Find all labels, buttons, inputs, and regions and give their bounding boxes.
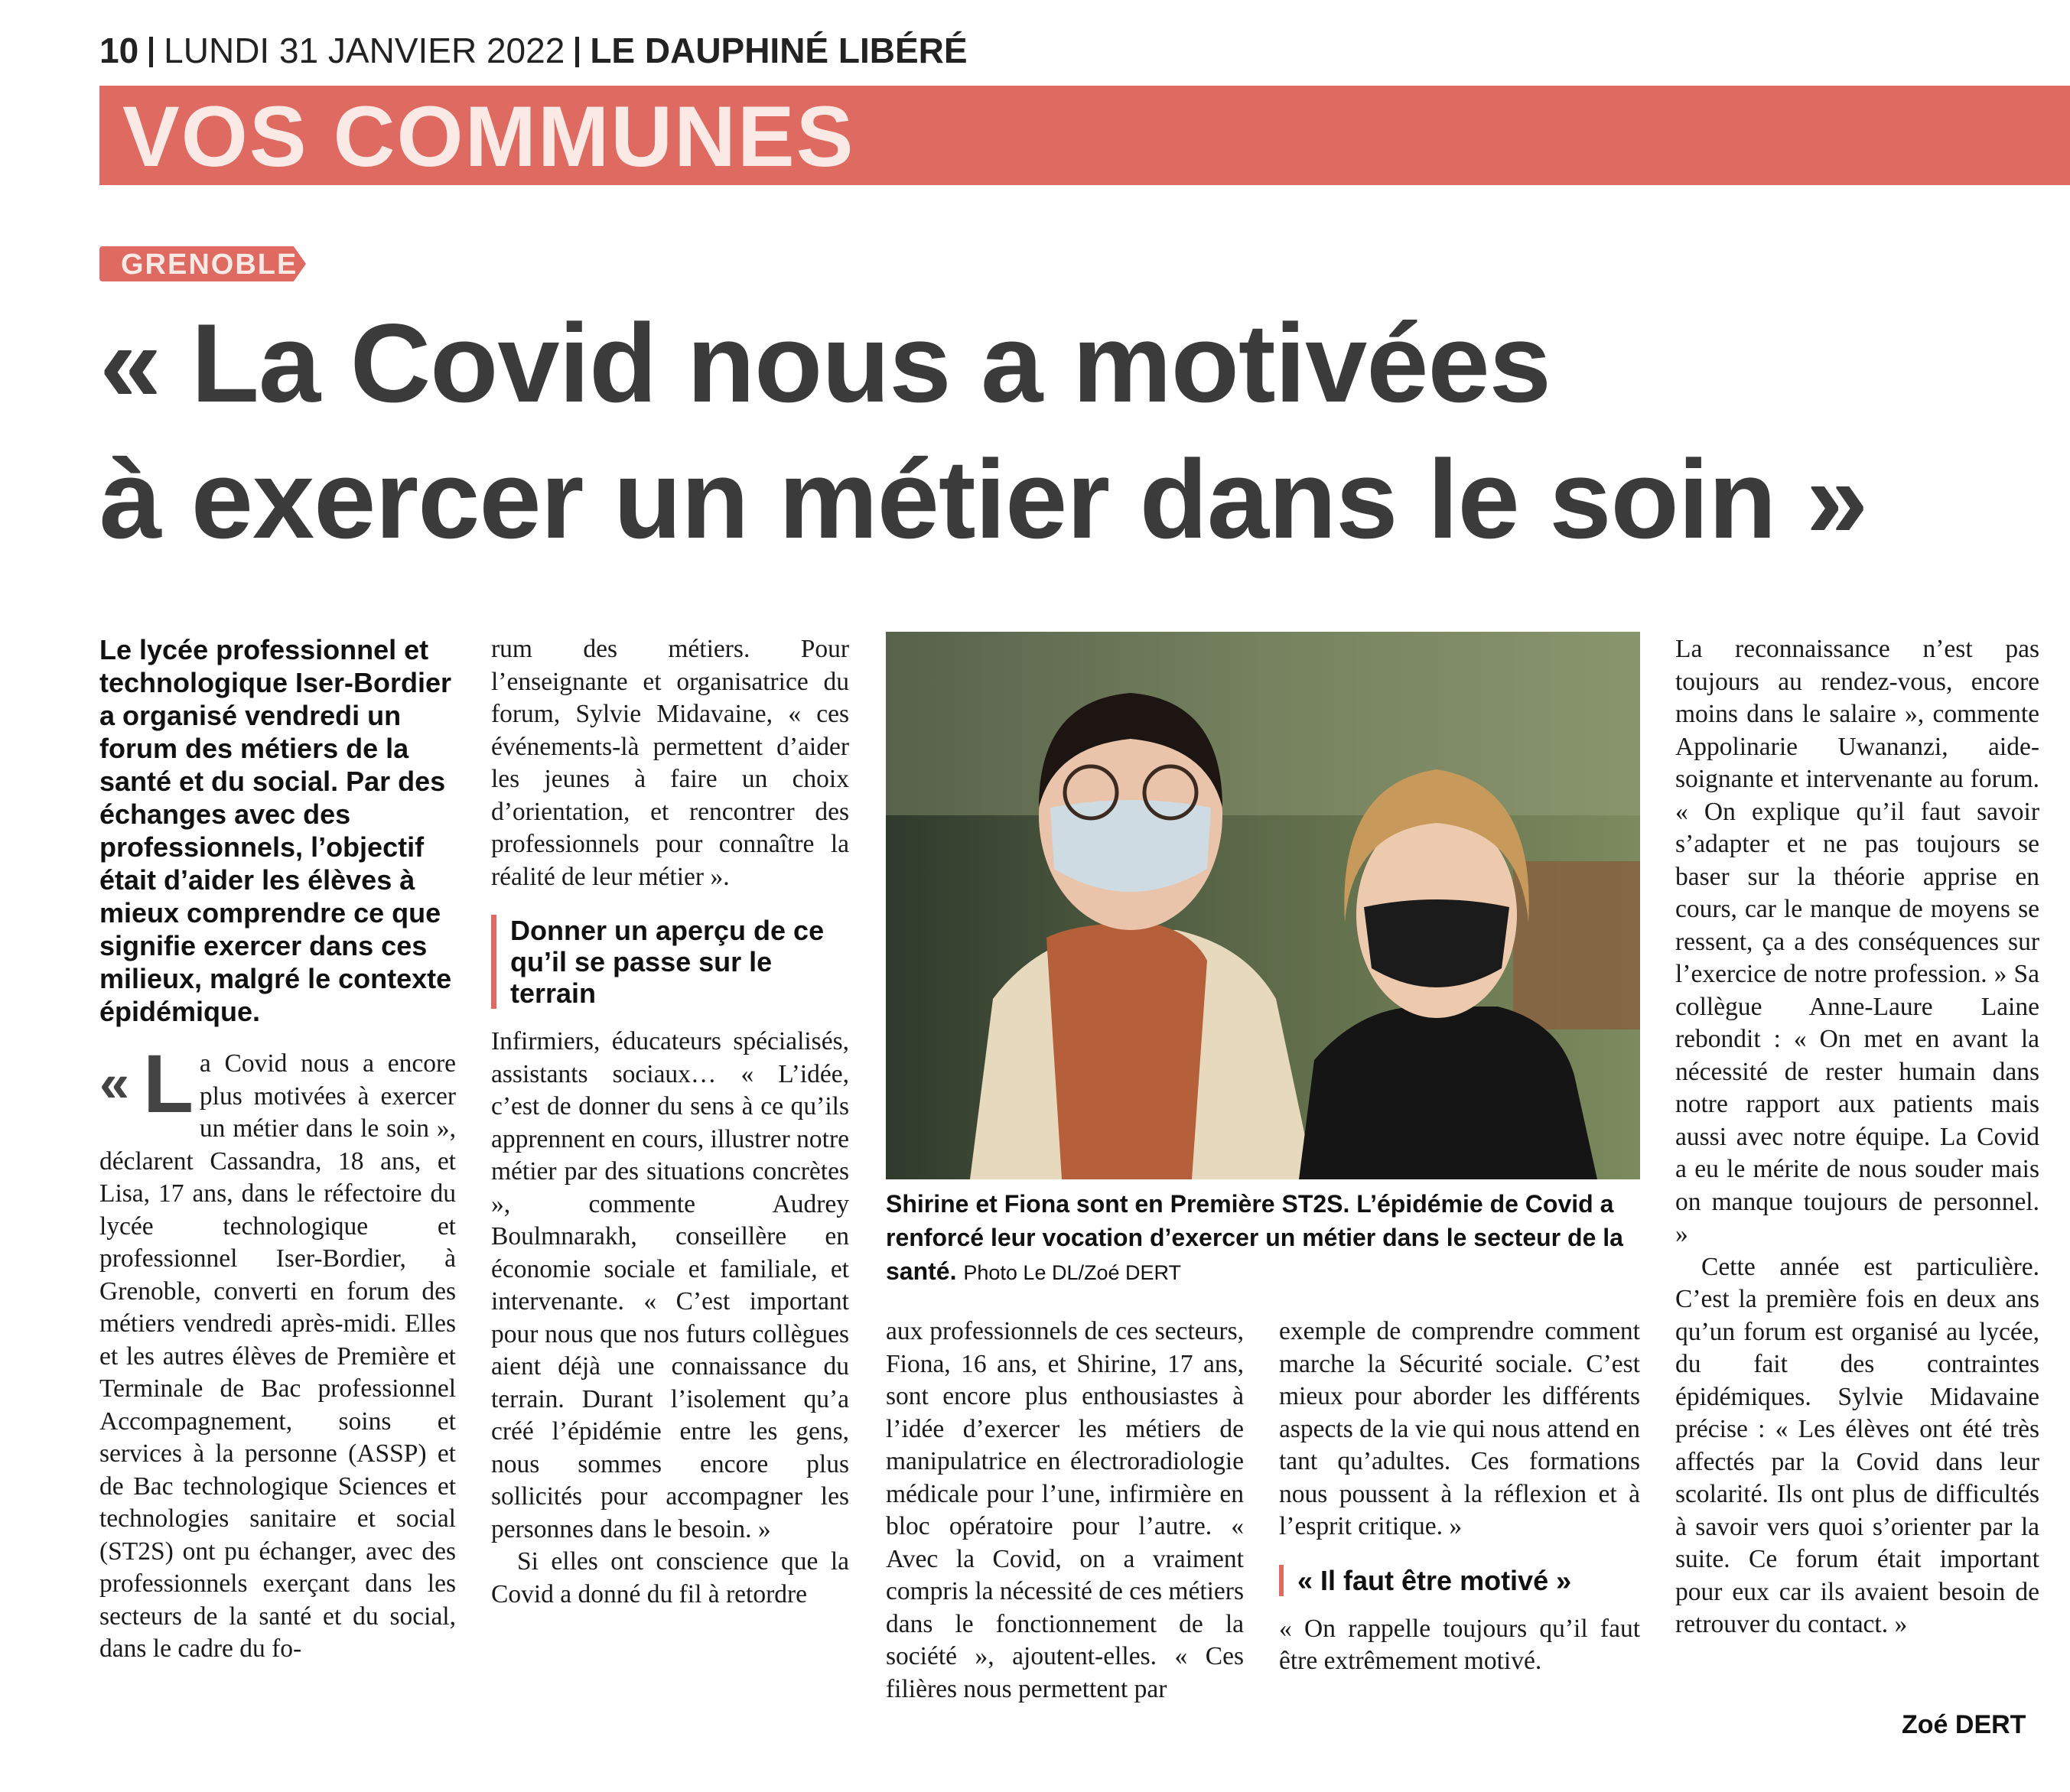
article-paragraph: Si elles ont conscience que la Covid a donné du fil à retordre bbox=[491, 1547, 849, 1608]
folio-separator bbox=[575, 37, 579, 67]
page-number: 10 bbox=[99, 31, 139, 70]
article-paragraph: rum des métiers. Pour l’enseignante et organisatrice du forum, Sylvie Midavaine, « ces événements-là permettent d’aider les jeunes à faire un choix d’orientation, et rencontrer des professionnels pour connaître la réalité de leur métier ». bbox=[491, 635, 849, 891]
location-tag-label: GRENOBLE bbox=[121, 249, 298, 281]
article-photo bbox=[886, 632, 1640, 1179]
headline-line-2: à exercer un métier dans le soin » bbox=[99, 437, 1868, 561]
photo-caption bbox=[886, 1187, 1640, 1290]
article-column-5 bbox=[1675, 633, 2039, 1641]
article-column-4 bbox=[1279, 1316, 1640, 1678]
headline bbox=[99, 295, 2058, 568]
drop-cap: « L bbox=[99, 1037, 194, 1130]
photo-credit: Photo Le DL/Zoé DERT bbox=[963, 1261, 1182, 1284]
article-paragraph: « On rappelle toujours qu’il faut être extrêmement motivé. bbox=[1279, 1614, 1640, 1675]
folio-line bbox=[99, 29, 968, 72]
article-column-2 bbox=[491, 633, 849, 1611]
article-paragraph: aux professionnels de ces secteurs, Fiona, 16 ans, et Shirine, 17 ans, sont encore plus enthousiastes à l’idée d’exercer les métiers de manipulatrice en électroradiologie médicale pour l’une, infirmière en bloc opératoire pour l’autre. « Avec la Covid, on a vraiment compris la nécessité de ces métiers dans le fonctionnement de la société », ajoutent-elles. « Ces filières nous permettent par bbox=[886, 1317, 1244, 1703]
article-paragraph: Infirmiers, éducateurs spécialisés, assistants sociaux… « L’idée, c’est de donner du sens à ce qu’ils apprennent en cours, illustrer notre métier par des situations concrètes », commente Audrey Boulmnarakh, conseillère en économie sociale et familiale, et intervenante. « C’est important pour nous que nos futurs collègues aient déjà une connaissance du terrain. Durant l’isolement qu’a créé l’épidémie entre les gens, nous sommes encore plus sollicités pour accompagner les personnes dans le besoin. » bbox=[491, 1027, 849, 1543]
article-paragraph: La reconnaissance n’est pas toujours au rendez-vous, encore moins dans le salaire », commente Appolinarie Uwananzi, aide-soignante et intervenante au forum. « On explique qu’il faut savoir s’adapter et ne pas toujours se baser sur la théorie apprise en cours, car le manque de moyens se ressent, ça a des conséquences sur l’exercice de notre profession. » Sa collègue Anne-Laure Laine rebondit : « On met en avant la nécessité de rester humain dans notre rapport aux patients mais aussi avec notre équipe. La Covid a eu le mérite de nous souder mais on manque toujours de personnel. » bbox=[1675, 635, 2039, 1248]
article-column-1 bbox=[99, 633, 456, 1666]
article-column-3 bbox=[886, 1316, 1244, 1706]
article-paragraph: « L a Covid nous a encore plus motivées à exercer un métier dans le soin », déclarent Cassandra, 18 ans, et Lisa, 17 ans, dans le réfectoire du lycée technologique et professionnel Iser-Bordier, à Grenoble, converti en forum des métiers vendredi après-midi. Elles et les autres élèves de Première et Terminale de Bac professionnel Accompagnement, soins et services à la personne (ASSP) et de Bac technologique Sciences et technologies sanitaire et social (ST2S) ont pu échanger, avec des professionnels exerçant dans les secteurs de la santé et du social, dans le cadre du fo- bbox=[99, 1037, 456, 1663]
subhead-motive: « Il faut être motivé » bbox=[1279, 1565, 1640, 1596]
article-paragraph: Cette année est particulière. C’est la première fois en deux ans qu’un forum est organisé au lycée, du fait des contraintes épidémiques. Sylvie Midavaine précise : « Les élèves ont été très affectés par la Covid dans leur scolarité. Ils ont plus de difficultés à savoir vers quoi s’orienter par la suite. Ce forum était important pour eux car ils avaient besoin de retrouver du contact. » bbox=[1675, 1252, 2039, 1638]
article-paragraph: exemple de comprendre comment marche la Sécurité sociale. C’est mieux pour aborder les différents aspects de la vie qui nous attend en tant qu’adultes. Ces formations nous poussent à la réflexion et à l’esprit critique. » bbox=[1279, 1317, 1640, 1540]
caption-text: Shirine et Fiona sont en Première ST2S. L’épidémie de Covid a renforcé leur vocation d’exercer un métier dans le secteur de la santé. bbox=[886, 1190, 1623, 1285]
issue-date: LUNDI 31 JANVIER 2022 bbox=[164, 31, 565, 70]
author-signature: Zoé DERT bbox=[1902, 1710, 2026, 1739]
folio-separator bbox=[149, 37, 153, 67]
subhead-terrain: Donner un aperçu de ce qu’il se passe sur le terrain bbox=[491, 915, 849, 1009]
photo-illustration bbox=[886, 632, 1640, 1179]
headline-line-1: « La Covid nous a motivées bbox=[99, 301, 1551, 425]
newspaper-name: LE DAUPHINÉ LIBÉRÉ bbox=[590, 31, 968, 70]
rubric-title: VOS COMMUNES bbox=[122, 89, 855, 184]
chapo: Le lycée professionnel et technologique Iser-Bordier a organisé vendredi un forum des métiers de la santé et du social. Par des échanges avec des professionnels, l’objectif était d’aider les élèves à mieux comprendre ce que signifie exercer dans ces milieux, malgré le contexte épidémique. bbox=[99, 634, 452, 1027]
